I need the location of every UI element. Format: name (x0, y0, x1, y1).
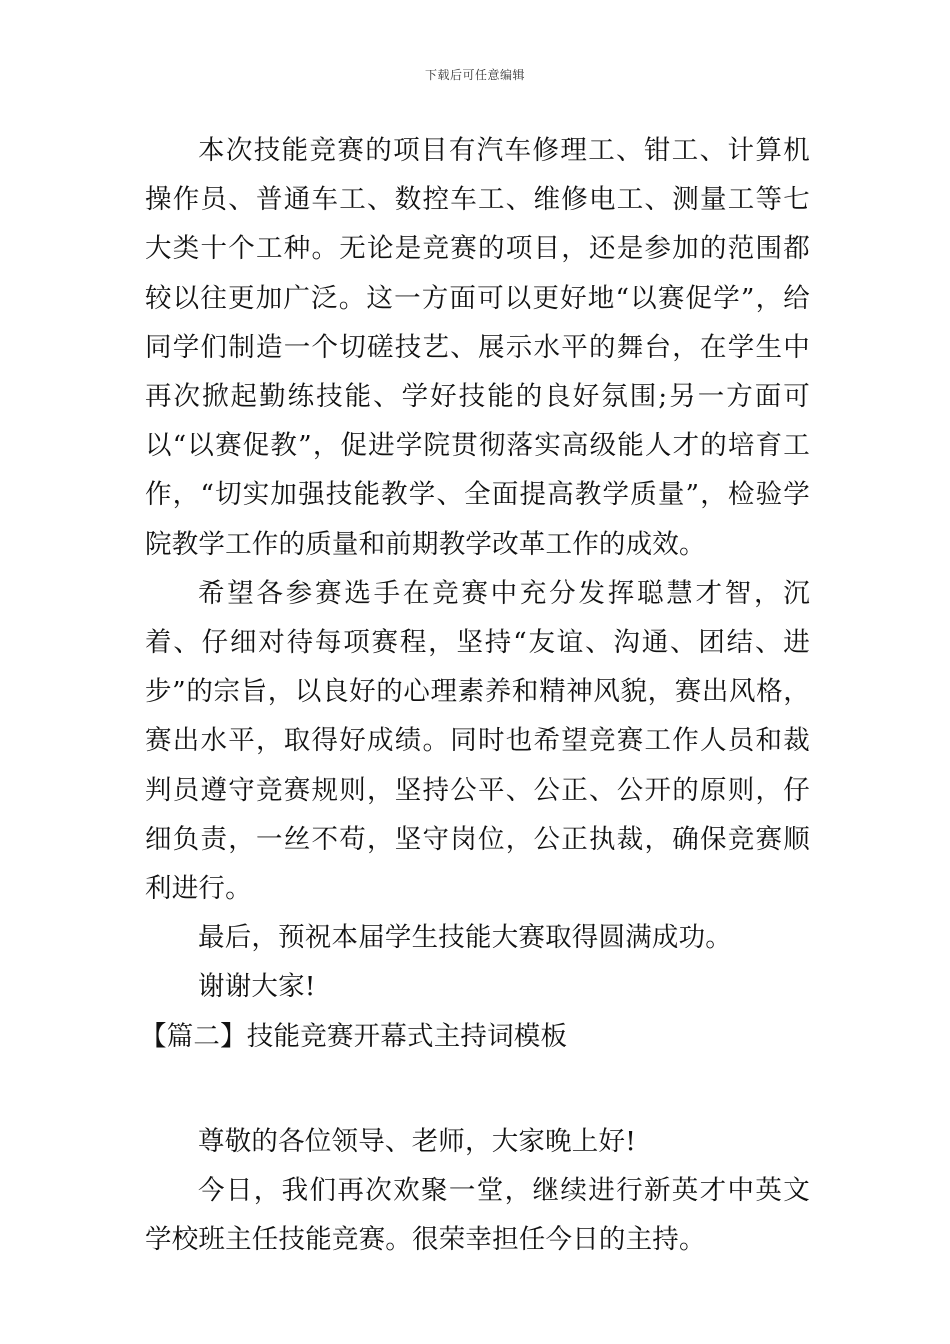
paragraph-greeting: 尊敬的各位领导、老师，大家晚上好! (198, 1125, 637, 1157)
header-note: 下载后可任意编辑 (424, 68, 525, 82)
paragraph-opening: 今日，我们再次欢聚一堂，继续进行新英才中英文学校班主任技能竞赛。很荣幸担任今日的主持。 (145, 1175, 810, 1256)
section-heading: 【篇二】技能竞赛开幕式主持词模板 (140, 1020, 568, 1052)
paragraph-thanks: 谢谢大家! (198, 971, 316, 1003)
document-body (140, 126, 810, 1264)
paragraph-competition-items: 本次技能竞赛的项目有汽车修理工、钳工、计算机操作员、普通车工、数控车工、维修电工、测量工等七大类十个工种。无论是竞赛的项目，还是参加的范围都较以往更加广泛。这一方面可以更好地“以赛促学”，给同学们制造一个切磋技艺、展示水平的舞台，在学生中再次掀起勤练技能、学好技能的良好氛围;另一方面可以“以赛促教”，促进学院贯彻落实高级能人才的培育工作，“切实加强技能教学、全面提高教学质量”，检验学院教学工作的质量和前期教学改革工作的成效。 (145, 135, 810, 560)
section-gap (145, 1061, 810, 1117)
paragraph-hopes: 希望各参赛选手在竞赛中充分发挥聪慧才智，沉着、仔细对待每项赛程，坚持“友谊、沟通、团结、进步”的宗旨，以良好的心理素养和精神风貌，赛出风格，赛出水平，取得好成绩。同时也希望竞赛工作人员和裁判员遵守竞赛规则，坚持公平、公正、公开的原则，仔细负责，一丝不苟，坚守岗位，公正执裁，确保竞赛顺利进行。 (145, 577, 810, 905)
paragraph-wishes: 最后，预祝本届学生技能大赛取得圆满成功。 (198, 922, 732, 954)
